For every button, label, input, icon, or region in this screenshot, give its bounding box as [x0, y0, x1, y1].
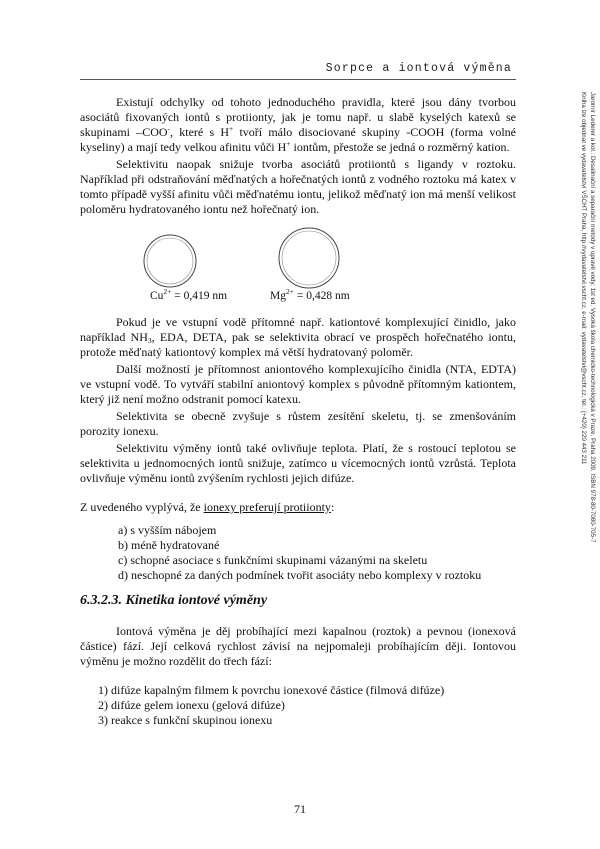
magnesium-ion-circle — [276, 225, 342, 291]
magnesium-radius-label: $Mg^{2+} = 0,428$ nm — [270, 287, 350, 302]
ion-radius-figure — [80, 231, 516, 315]
list-item: a) s vyšším nábojem — [118, 523, 217, 537]
list-item: 1) difúze kapalným filmem k povrchu ionexové částice (filmová difúze) — [98, 683, 445, 697]
paragraph-crosslinking: Selektivita se obecně zvyšuje s růstem zesítění skeletu, tj. se zmenšováním porozity ionexu. — [80, 409, 516, 438]
list-item: 2) difúze gelem ionexu (gelová difúze) — [98, 698, 285, 712]
conclusion-sentence: Z uvedeného vyplývá, že ionexy preferují protiionty: — [80, 500, 335, 514]
copper-ion-circle — [140, 231, 200, 291]
paragraph-selectivity-ligands: Selektivitu naopak snižuje tvorba asociátů protiiontů s ligandy v roztoku. Například při odstraňování měďnatých a hořečnatých iontů z vodného roztoku má katex v tomto případě vyšší afinitu vůči měďnatému iontu, jelikož měďnatý ion má menší velikost poloměru hydratovaného iontu než hořečnatý ion. — [80, 157, 516, 216]
header-rule — [80, 79, 516, 80]
page-number: 71 — [294, 802, 306, 816]
list-item: b) méně hydratované — [118, 538, 220, 552]
page-body — [80, 95, 516, 728]
kinetics-phases-list — [98, 683, 516, 728]
paragraph-temperature: Selektivitu výměny iontů také ovlivňuje teplota. Platí, že s rostoucí teplotou se selektivita u jednomocných iontů snižuje, zatímco u vícemocných iontů vzrůstá. Teplota ovlivňuje výměnu iontů zvýšením rychlosti jejich difúze. — [80, 441, 516, 485]
list-item: d) neschopné za daných podmínek tvořit asociáty nebo komplexy v roztoku — [118, 568, 482, 582]
citation-line-2: Kniha lze objednat ve vydavatelství VŠCHT Praha, http://vydavatelstvi.vscht.cz, e-mail: vydavatelstvi@vscht.cz, tel.: (+420) 220 443 211 — [580, 92, 588, 465]
running-header: Sorpce a iontová výměna — [325, 62, 512, 75]
section-heading: 6.3.2.3. Kinetika iontové výměny — [80, 593, 268, 608]
paragraph-anionic-complexing: Další možností je přítomnost aniontového komplexujícího činidla (NTA, EDTA) ve vstupní vodě. To vytváří stabilní aniontový komplex s původně přítomným kationtem, který již není možno odstranit pomocí katexu. — [80, 362, 516, 406]
list-item: 3) reakce s funkční skupinou ionexu — [98, 713, 273, 727]
paragraph-kinetics: Iontová výměna je děj probíhající mezi kapalnou (roztok) a pevnou (ionexová částice) fází. Její celková rychlost závisí na nejpomaleji probíhajícím ději. Iontovou výměnu je možno rozdělit do třech fází: — [80, 624, 516, 668]
paragraph-cationic-complexing: Pokud je ve vstupní vodě přítomné např. kationtové komplexující činidlo, jako například $NH_3$, EDA, DETA, pak se selektivita obrací ve prospěch hořečnatého iontu, protože měďnatý kationtový komplex má větší hydratovaný poloměr. — [80, 315, 517, 359]
preference-list — [118, 523, 516, 583]
list-item: c) schopné asociace s funkčními skupinami vázanými na skeletu — [118, 553, 428, 567]
side-citation — [579, 92, 596, 682]
paragraph-exceptions: Existují odchylky od tohoto jednoduchého pravidla, které jsou dány tvorbou asociátů fixovaných iontů s protiionty, jak je tomu např. u slabě kyselých katexů se skupinami –COO-, které s H+ tvoří málo disociované skupiny -COOH (forma volné kyseliny) a mají tedy velkou afinitu vůči H+ iontům, přestože se jedná o rozměrný kation. — [80, 95, 516, 154]
citation-line-1: Jaromír Lederer a kol.: Desalinační a separační metody v úpravě vody, 1st ed. Vysoká škola chemicko-technologická v Praze, Praha 2009, ISBN 978-80-7080-705-7 — [589, 92, 596, 543]
copper-radius-label: $Cu^{2+} = 0,419$ nm — [150, 287, 228, 302]
